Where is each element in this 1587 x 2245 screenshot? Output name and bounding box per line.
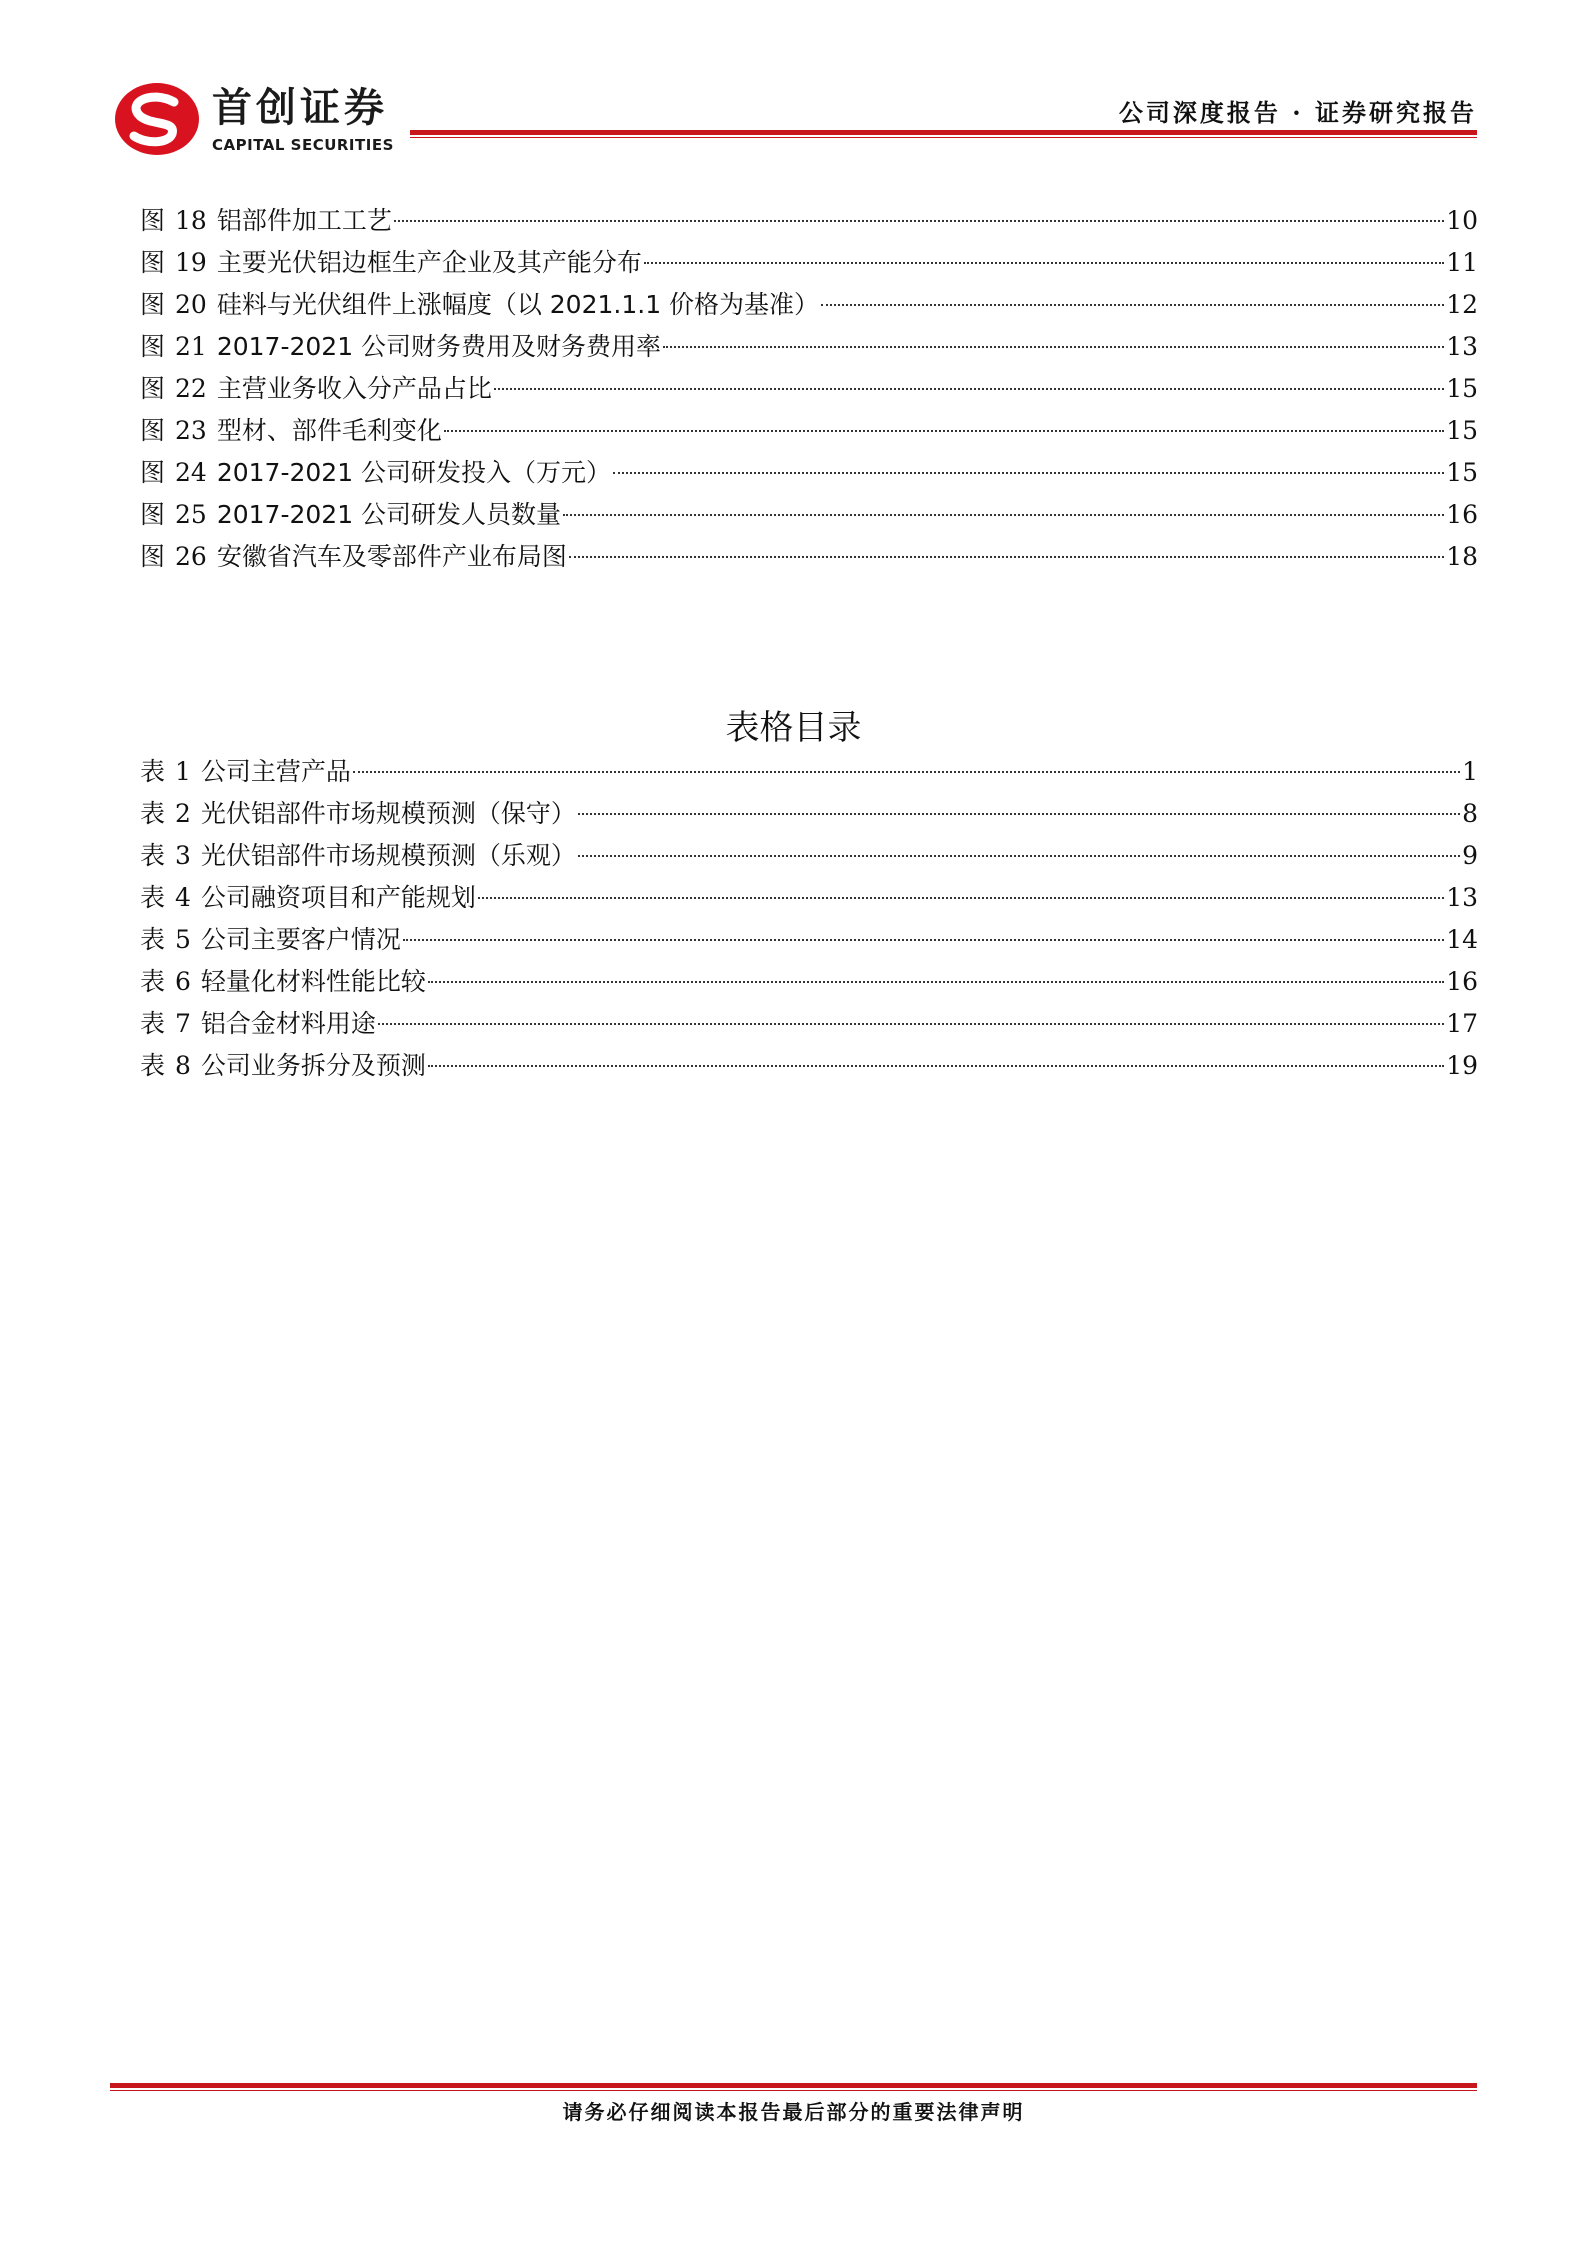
toc-entry-number: 3 xyxy=(175,841,191,870)
toc-page-number: 15 xyxy=(1446,374,1478,403)
toc-entry-label xyxy=(140,961,426,1003)
toc-entry[interactable] xyxy=(140,793,1478,835)
toc-entry-title: 主营业务收入分产品占比 xyxy=(216,374,492,403)
toc-entry-prefix: 图 xyxy=(140,248,166,277)
toc-entry-prefix: 表 xyxy=(140,841,166,870)
toc-leader-dots xyxy=(578,855,1460,857)
toc-page-number: 15 xyxy=(1446,416,1478,445)
toc-entry-prefix: 图 xyxy=(140,500,166,529)
toc-entry-label xyxy=(140,410,442,452)
toc-entry-title: 光伏铝部件市场规模预测（乐观） xyxy=(200,841,576,870)
report-type-label: 公司深度报告 · 证券研究报告 xyxy=(1118,98,1477,127)
toc-entry-prefix: 图 xyxy=(140,332,166,361)
toc-entry[interactable] xyxy=(140,368,1478,410)
toc-leader-dots xyxy=(613,472,1444,474)
toc-entry-prefix: 图 xyxy=(140,290,166,319)
toc-entry-number: 20 xyxy=(175,290,207,319)
toc-entry-number: 7 xyxy=(175,1009,191,1038)
toc-entry-label xyxy=(140,835,576,877)
toc-entry-label xyxy=(140,1045,426,1087)
toc-entry-title: 2017-2021 公司财务费用及财务费用率 xyxy=(216,332,662,361)
toc-entry[interactable] xyxy=(140,877,1478,919)
toc-leader-dots xyxy=(444,430,1444,432)
toc-entry-label xyxy=(140,242,642,284)
toc-entry-number: 4 xyxy=(175,883,191,912)
toc-entry-prefix: 表 xyxy=(140,799,166,828)
toc-entry-number: 6 xyxy=(175,967,191,996)
toc-entry-prefix: 表 xyxy=(140,925,166,954)
toc-leader-dots xyxy=(578,813,1460,815)
brand-name-cn: 首创证券 xyxy=(212,85,388,131)
header-divider-thin xyxy=(410,137,1477,138)
toc-entry-number: 25 xyxy=(175,500,207,529)
toc-page-number: 19 xyxy=(1446,1051,1478,1080)
toc-page-number: 16 xyxy=(1446,500,1478,529)
toc-page-number: 16 xyxy=(1446,967,1478,996)
toc-page-number: 8 xyxy=(1462,799,1478,828)
figure-toc-list xyxy=(140,200,1478,578)
toc-page-number: 14 xyxy=(1446,925,1478,954)
toc-entry-number: 21 xyxy=(175,332,207,361)
toc-leader-dots xyxy=(428,1065,1444,1067)
toc-entry[interactable] xyxy=(140,961,1478,1003)
toc-entry[interactable] xyxy=(140,326,1478,368)
toc-entry-title: 型材、部件毛利变化 xyxy=(216,416,442,445)
toc-entry[interactable] xyxy=(140,1003,1478,1045)
toc-page-number: 13 xyxy=(1446,332,1478,361)
toc-leader-dots xyxy=(353,771,1460,773)
toc-entry[interactable] xyxy=(140,242,1478,284)
toc-page-number: 9 xyxy=(1462,841,1478,870)
toc-leader-dots xyxy=(394,220,1444,222)
legal-disclaimer: 请务必仔细阅读本报告最后部分的重要法律声明 xyxy=(562,2100,1025,2124)
toc-leader-dots xyxy=(821,304,1444,306)
toc-entry[interactable] xyxy=(140,410,1478,452)
toc-entry-prefix: 图 xyxy=(140,416,166,445)
toc-entry-prefix: 图 xyxy=(140,206,166,235)
capital-securities-logo-icon xyxy=(112,80,202,158)
toc-entry-title: 轻量化材料性能比较 xyxy=(200,967,426,996)
toc-leader-dots xyxy=(403,939,1444,941)
toc-entry[interactable] xyxy=(140,919,1478,961)
toc-leader-dots xyxy=(563,514,1444,516)
table-toc-list xyxy=(140,751,1478,1087)
toc-entry-number: 18 xyxy=(175,206,207,235)
toc-entry-label xyxy=(140,284,819,326)
footer-divider-thin xyxy=(110,2090,1477,2091)
toc-entry-title: 铝部件加工工艺 xyxy=(216,206,392,235)
toc-entry-label xyxy=(140,793,576,835)
toc-entry[interactable] xyxy=(140,835,1478,877)
toc-entry[interactable] xyxy=(140,494,1478,536)
toc-page-number: 10 xyxy=(1446,206,1478,235)
toc-entry-title: 光伏铝部件市场规模预测（保守） xyxy=(200,799,576,828)
toc-entry-prefix: 表 xyxy=(140,757,166,786)
toc-entry-label xyxy=(140,751,351,793)
brand-name-en: CAPITAL SECURITIES xyxy=(212,136,394,154)
toc-leader-dots xyxy=(644,262,1444,264)
page-header xyxy=(0,0,1587,154)
toc-entry-number: 22 xyxy=(175,374,207,403)
footer-divider xyxy=(110,2083,1477,2088)
table-toc-title: 表格目录 xyxy=(725,708,862,748)
header-divider xyxy=(410,130,1477,135)
toc-entry-number: 23 xyxy=(175,416,207,445)
toc-leader-dots xyxy=(663,346,1444,348)
toc-entry[interactable] xyxy=(140,200,1478,242)
toc-entry-title: 主要光伏铝边框生产企业及其产能分布 xyxy=(216,248,642,277)
toc-entry-prefix: 表 xyxy=(140,1009,166,1038)
toc-entry[interactable] xyxy=(140,452,1478,494)
toc-entry-number: 1 xyxy=(175,757,191,786)
toc-entry-number: 8 xyxy=(175,1051,191,1080)
toc-entry-number: 26 xyxy=(175,542,207,571)
toc-entry-title: 铝合金材料用途 xyxy=(200,1009,376,1038)
toc-entry-prefix: 图 xyxy=(140,374,166,403)
toc-entry-label xyxy=(140,919,401,961)
toc-entry-title: 硅料与光伏组件上涨幅度（以 2021.1.1 价格为基准） xyxy=(216,290,820,319)
toc-page-number: 11 xyxy=(1446,248,1478,277)
toc-entry-title: 2017-2021 公司研发投入（万元） xyxy=(216,458,612,487)
toc-entry-number: 19 xyxy=(175,248,207,277)
toc-entry[interactable] xyxy=(140,751,1478,793)
toc-leader-dots xyxy=(428,981,1444,983)
toc-entry-label xyxy=(140,536,567,578)
toc-page-number: 18 xyxy=(1446,542,1478,571)
toc-page-number: 13 xyxy=(1446,883,1478,912)
toc-entry-label xyxy=(140,200,392,242)
toc-page-number: 1 xyxy=(1462,757,1478,786)
toc-page-number: 15 xyxy=(1446,458,1478,487)
toc-entry-prefix: 表 xyxy=(140,883,166,912)
toc-leader-dots xyxy=(494,388,1444,390)
toc-page-number: 17 xyxy=(1446,1009,1478,1038)
toc-entry-title: 公司主要客户情况 xyxy=(200,925,401,954)
toc-entry-prefix: 图 xyxy=(140,458,166,487)
toc-entry-title: 公司业务拆分及预测 xyxy=(200,1051,426,1080)
toc-entry-label xyxy=(140,877,476,919)
toc-entry-label xyxy=(140,452,611,494)
toc-entry-label xyxy=(140,368,492,410)
toc-leader-dots xyxy=(478,897,1444,899)
toc-entry-title: 安徽省汽车及零部件产业布局图 xyxy=(216,542,567,571)
toc-entry[interactable] xyxy=(140,1045,1478,1087)
toc-entry-prefix: 图 xyxy=(140,542,166,571)
toc-entry[interactable] xyxy=(140,536,1478,578)
toc-entry-prefix: 表 xyxy=(140,967,166,996)
toc-entry-number: 5 xyxy=(175,925,191,954)
toc-leader-dots xyxy=(378,1023,1444,1025)
toc-entry-title: 2017-2021 公司研发人员数量 xyxy=(216,500,562,529)
toc-entry-number: 2 xyxy=(175,799,191,828)
toc-entry-title: 公司融资项目和产能规划 xyxy=(200,883,476,912)
toc-entry-label xyxy=(140,326,661,368)
toc-entry-label xyxy=(140,1003,376,1045)
toc-entry-prefix: 表 xyxy=(140,1051,166,1080)
toc-page-number: 12 xyxy=(1446,290,1478,319)
toc-entry-number: 24 xyxy=(175,458,207,487)
toc-entry[interactable] xyxy=(140,284,1478,326)
toc-entry-title: 公司主营产品 xyxy=(200,757,351,786)
toc-leader-dots xyxy=(569,556,1444,558)
toc-entry-label xyxy=(140,494,561,536)
